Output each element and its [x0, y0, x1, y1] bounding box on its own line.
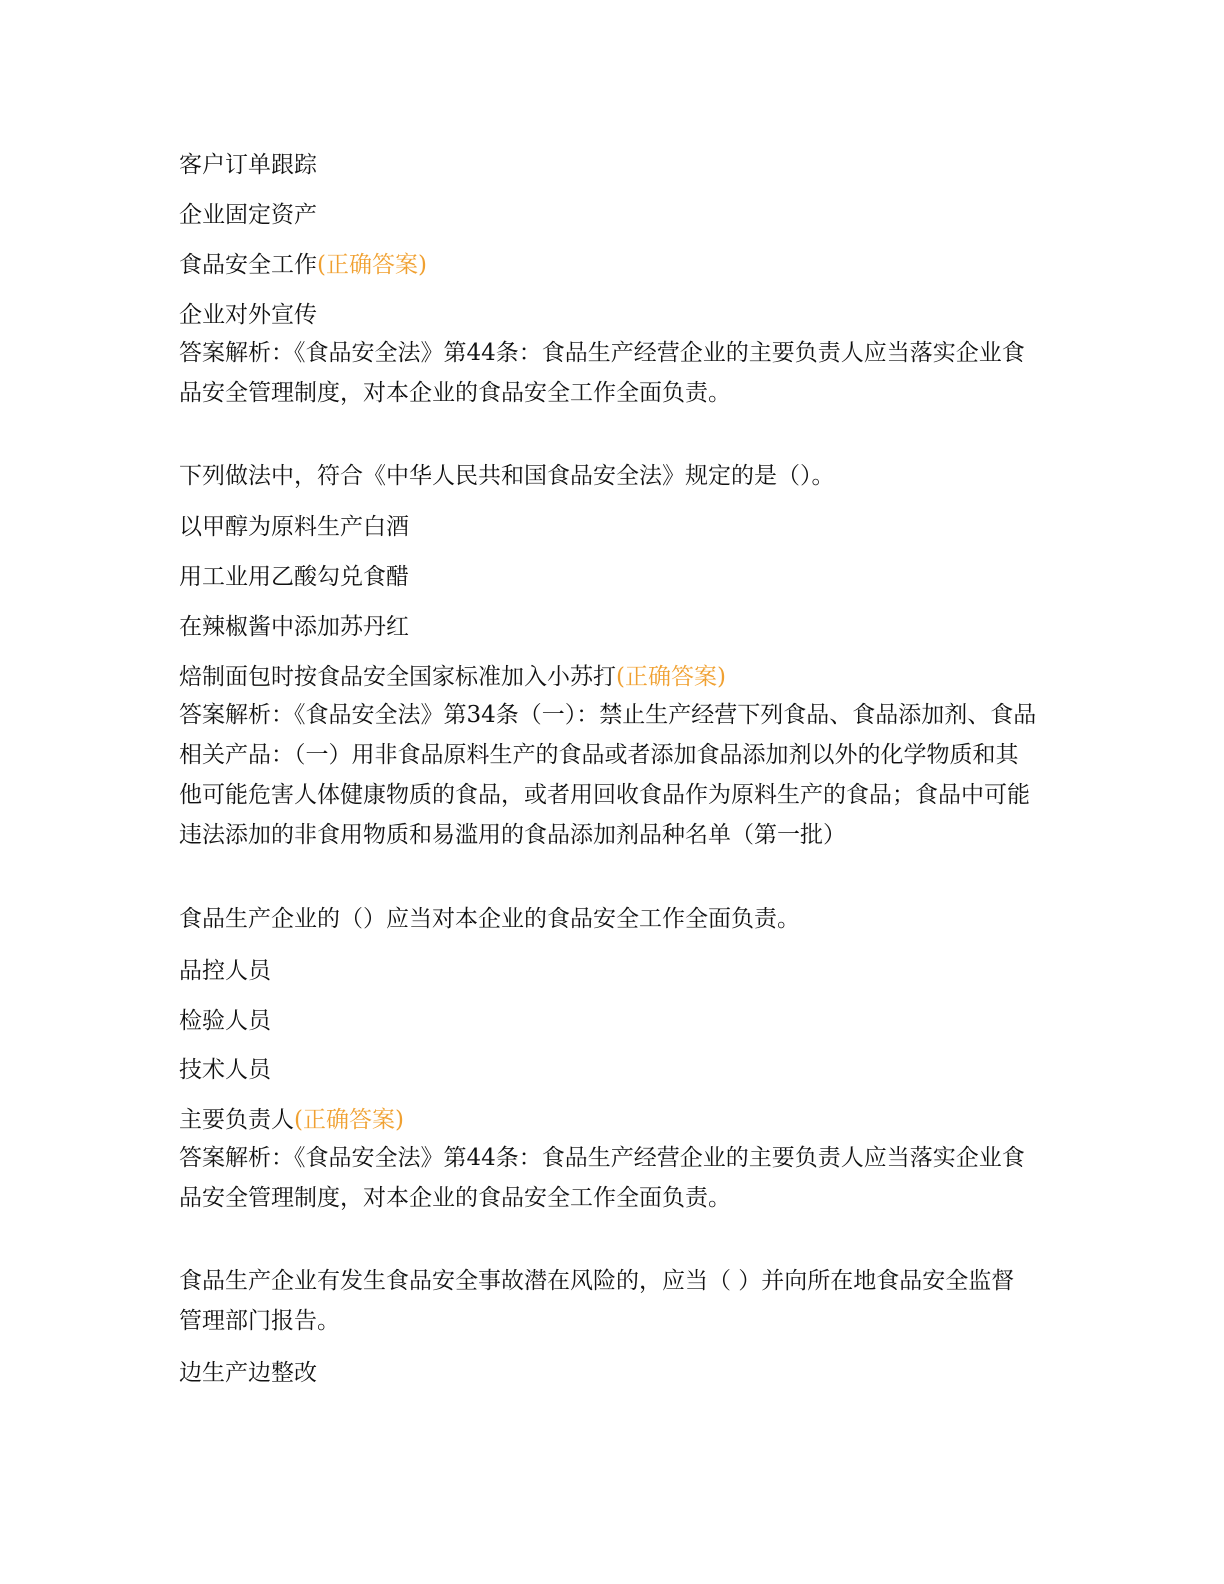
q2-option-d-text: 焙制面包时按食品安全国家标准加入小苏打 [179, 664, 616, 690]
q1-explanation: 答案解析：《食品安全法》第44条：食品生产经营企业的主要负责人应当落实企业食品安全管理制度，对本企业的食品安全工作全面负责。 [179, 340, 1025, 406]
q4-option-a: 边生产边整改 [179, 1360, 317, 1386]
q3-option-d [179, 1105, 404, 1135]
q3-option-a: 品控人员 [179, 958, 271, 984]
q3-option-b: 检验人员 [179, 1008, 271, 1034]
q3-question: 食品生产企业的（）应当对本企业的食品安全工作全面负责。 [179, 906, 800, 932]
q2-question: 下列做法中，符合《中华人民共和国食品安全法》规定的是（）。 [179, 463, 835, 489]
q3-explanation: 答案解析：《食品安全法》第44条：食品生产经营企业的主要负责人应当落实企业食品安全管理制度，对本企业的食品安全工作全面负责。 [179, 1145, 1025, 1211]
q2-option-b: 用工业用乙酸勾兑食醋 [179, 564, 409, 590]
q2-option-c: 在辣椒酱中添加苏丹红 [179, 614, 409, 640]
q2-option-d [179, 662, 726, 692]
q3-option-d-text: 主要负责人 [179, 1107, 294, 1133]
q1-option-c [179, 250, 427, 280]
q1-option-c-text: 食品安全工作 [179, 252, 317, 278]
correct-answer-tag: (正确答案) [294, 1107, 404, 1133]
correct-answer-tag: (正确答案) [317, 252, 427, 278]
q3-option-c: 技术人员 [179, 1057, 271, 1083]
q1-option-a: 客户订单跟踪 [179, 152, 317, 178]
q1-option-d: 企业对外宣传 [179, 302, 317, 328]
q1-option-b: 企业固定资产 [179, 202, 317, 228]
q2-option-a: 以甲醇为原料生产白酒 [179, 514, 409, 540]
q2-explanation: 答案解析：《食品安全法》第34条（一）：禁止生产经营下列食品、食品添加剂、食品相关产品：（一）用非食品原料生产的食品或者添加食品添加剂以外的化学物质和其他可能危害人体健康物质的食品，或者用回收食品作为原料生产的食品；食品中可能违法添加的非食用物质和易滥用的食品添加剂品种名单（第一批） [179, 702, 1037, 848]
correct-answer-tag: (正确答案) [616, 664, 726, 690]
q4-question: 食品生产企业有发生食品安全事故潜在风险的，应当（ ）并向所在地食品安全监督管理部门报告。 [179, 1268, 1015, 1334]
